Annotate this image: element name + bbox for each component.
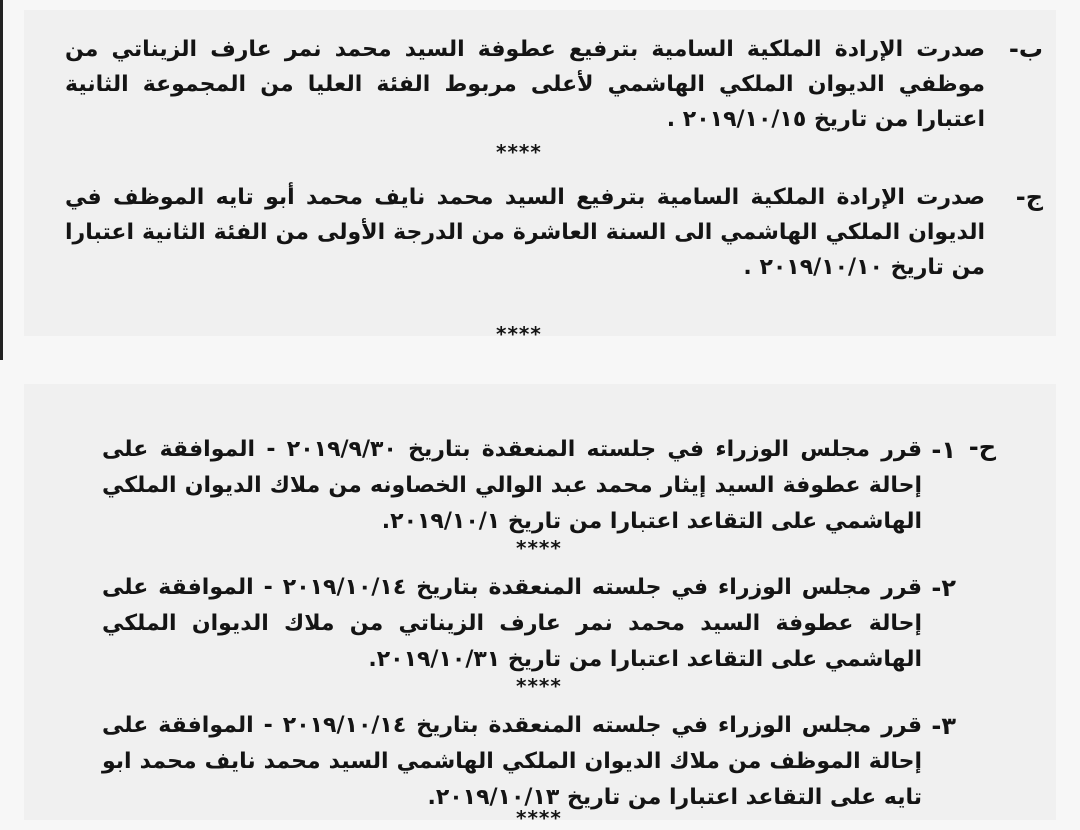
item-text-b: صدرت الإرادة الملكية السامية بترفيع عطوفة السيد محمد نمر عارف الزيناتي من موظفي الديوان الملكي الهاشمي لأعلى مربوط الفئة العليا من المجموعة الثانية اعتبارا من تاريخ ٢٠١٩/١٠/١٥ .	[65, 37, 985, 132]
decision-item-3	[102, 708, 956, 816]
decision-number-3: ٣-	[931, 712, 956, 740]
item-text-j: صدرت الإرادة الملكية السامية بترفيع السيد محمد نايف محمد أبو تايه الموظف في الديوان الملكي الهاشمي الى السنة العاشرة من الدرجة الأولى من الفئة الثانية اعتبارا من تاريخ ٢٠١٩/١٠/١٠ .	[65, 185, 985, 280]
decision-item-2	[102, 570, 956, 678]
decision-text-2: قرر مجلس الوزراء في جلسته المنعقدة بتاريخ ٢٠١٩/١٠/١٤ - الموافقة على إحالة عطوفة السيد محمد نمر عارف الزيناتي من ملاك الديوان الملكي الهاشمي على التقاعد اعتبارا من تاريخ ٢٠١٩/١٠/٣١.	[102, 575, 923, 672]
separator-stars: ****	[516, 674, 562, 698]
left-border-line	[0, 0, 3, 360]
paragraph-item-j	[65, 180, 1043, 285]
decision-text-1: قرر مجلس الوزراء في جلسته المنعقدة بتاريخ ٢٠١٩/٩/٣٠ - الموافقة على إحالة عطوفة السيد إيثار محمد عبد الوالي الخصاونه من ملاك الديوان الملكي الهاشمي على التقاعد اعتبارا من تاريخ ٢٠١٩/١٠/١.	[102, 437, 923, 534]
paragraph-item-b	[65, 32, 1043, 137]
item-letter-j: ج-	[1015, 183, 1043, 211]
separator-stars: ****	[516, 536, 562, 560]
item-letter-b: ب-	[1008, 35, 1043, 63]
separator-stars: ****	[496, 322, 542, 336]
decision-item-1	[102, 432, 956, 540]
separator-stars: ****	[496, 140, 542, 164]
section-letter-h: ح-	[968, 433, 996, 461]
decision-number-1: ١-	[931, 436, 956, 464]
decision-number-2: ٢-	[931, 574, 956, 602]
decision-text-3: قرر مجلس الوزراء في جلسته المنعقدة بتاريخ ٢٠١٩/١٠/١٤ - الموافقة على إحالة الموظف من ملاك الديوان الملكي الهاشمي السيد محمد نايف محمد ابو تايه على التقاعد اعتبارا من تاريخ ٢٠١٩/١٠/١٣.	[102, 713, 923, 810]
separator-stars: ****	[516, 806, 562, 830]
